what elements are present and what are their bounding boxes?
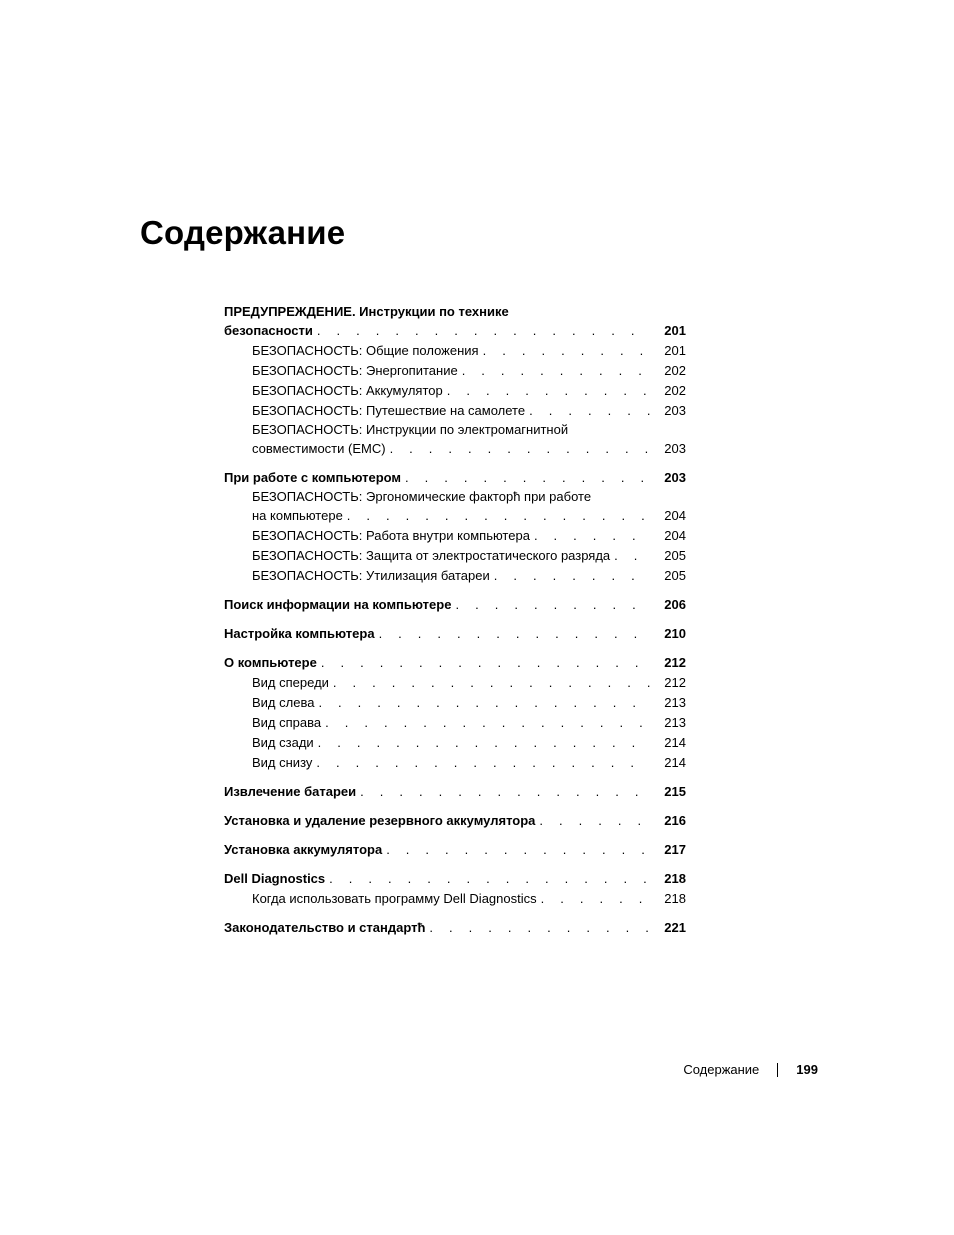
dot-leader [360, 782, 650, 802]
toc-entry[interactable] [224, 840, 686, 860]
dot-leader [390, 439, 650, 459]
dot-leader [347, 506, 650, 526]
dot-leader [318, 733, 650, 753]
toc-entry[interactable] [224, 341, 686, 361]
toc-entry[interactable] [224, 566, 686, 586]
toc-entry[interactable] [224, 653, 686, 673]
toc-entry-page-number: 203 [664, 441, 686, 456]
toc-entry-title: Поиск информации на компьютере [224, 597, 452, 612]
toc-entry-title: БЕЗОПАСНОСТЬ: Энергопитание [252, 363, 458, 378]
toc-entry[interactable] [224, 782, 686, 802]
toc-entry-page-number: 203 [664, 470, 686, 485]
toc-entry-page-number: 213 [664, 695, 686, 710]
toc-entry-page-number: 214 [664, 735, 686, 750]
toc-entry[interactable] [224, 546, 686, 566]
toc-entry-title: Dell Diagnostics [224, 871, 326, 886]
dot-leader [333, 673, 650, 693]
toc-entry[interactable] [224, 733, 686, 753]
toc-entry-title: БЕЗОПАСНОСТЬ: Аккумулятор [252, 383, 443, 398]
toc-entry-title: Вид снизу [252, 755, 313, 770]
dot-leader [462, 361, 650, 381]
toc-entry[interactable] [224, 693, 686, 713]
footer-page-number: 199 [796, 1062, 818, 1077]
toc-entry-page-number: 214 [664, 755, 686, 770]
toc-entry-page-number: 217 [664, 842, 686, 857]
toc-entry-title: Вид слева [252, 695, 315, 710]
toc-entry-page-number: 201 [664, 343, 686, 358]
toc-entry-title: БЕЗОПАСНОСТЬ: Работа внутри компьютера [252, 528, 530, 543]
toc-entry-title: совместимости (EMC) [252, 441, 386, 456]
toc-entry-title-line: БЕЗОПАСНОСТЬ: Эргономические факторћ при работе [252, 489, 592, 504]
toc-entry-page-number: 212 [664, 675, 686, 690]
toc-entry-title: БЕЗОПАСНОСТЬ: Защита от электростатического разряда [252, 548, 611, 563]
toc-entry-title: БЕЗОПАСНОСТЬ: Утилизация батареи [252, 568, 490, 583]
toc-entry[interactable] [224, 421, 686, 459]
toc-entry[interactable] [224, 673, 686, 693]
toc-entry-title: Установка и удаление резервного аккумулятора [224, 813, 536, 828]
dot-leader [483, 341, 650, 361]
toc-entry-page-number: 202 [664, 363, 686, 378]
toc-entry-title: безопасности [224, 323, 313, 338]
footer-divider [777, 1063, 778, 1077]
toc-entry[interactable] [224, 595, 686, 615]
dot-leader [455, 595, 650, 615]
toc-entry-title: БЕЗОПАСНОСТЬ: Путешествие на самолете [252, 403, 526, 418]
toc-entry-page-number: 218 [664, 891, 686, 906]
toc-entry-title: Установка аккумулятора [224, 842, 383, 857]
toc-entry-title: Вид справа [252, 715, 322, 730]
toc-entry-title: Вид спереди [252, 675, 329, 690]
toc-entry-page-number: 204 [664, 508, 686, 523]
toc-entry[interactable] [224, 381, 686, 401]
toc-entry-page-number: 218 [664, 871, 686, 886]
toc-entry[interactable] [224, 869, 686, 889]
dot-leader [321, 653, 650, 673]
toc-entry-title: При работе с компьютером [224, 470, 402, 485]
toc-entry-page-number: 205 [664, 568, 686, 583]
dot-leader [325, 713, 650, 733]
dot-leader [529, 401, 650, 421]
table-of-contents [224, 303, 686, 938]
toc-entry[interactable] [224, 889, 686, 909]
toc-entry[interactable] [224, 401, 686, 421]
toc-entry-title: Законодательство и стандартћ [224, 920, 426, 935]
dot-leader [386, 840, 650, 860]
toc-entry-page-number: 203 [664, 403, 686, 418]
toc-entry-page-number: 201 [664, 323, 686, 338]
toc-entry-page-number: 204 [664, 528, 686, 543]
toc-entry-page-number: 215 [664, 784, 686, 799]
toc-entry[interactable] [224, 811, 686, 831]
toc-entry-page-number: 206 [664, 597, 686, 612]
dot-leader [614, 546, 650, 566]
toc-entry[interactable] [224, 488, 686, 526]
dot-leader [379, 624, 650, 644]
dot-leader [429, 918, 650, 938]
toc-entry-title: БЕЗОПАСНОСТЬ: Общие положения [252, 343, 479, 358]
toc-entry[interactable] [224, 526, 686, 546]
dot-leader [317, 321, 650, 341]
toc-entry-title: О компьютере [224, 655, 317, 670]
dot-leader [329, 869, 650, 889]
dot-leader [405, 468, 650, 488]
page-title: Содержание [140, 214, 346, 251]
page-footer [683, 1062, 818, 1077]
dot-leader [316, 753, 650, 773]
toc-entry-page-number: 221 [664, 920, 686, 935]
toc-entry[interactable] [224, 303, 686, 341]
toc-entry-page-number: 212 [664, 655, 686, 670]
toc-entry-page-number: 210 [664, 626, 686, 641]
toc-entry[interactable] [224, 918, 686, 938]
toc-entry-title-line: ПРЕДУПРЕЖДЕНИЕ. Инструкции по технике [224, 304, 509, 319]
toc-entry-title: на компьютере [252, 508, 343, 523]
toc-entry-page-number: 213 [664, 715, 686, 730]
toc-entry-title: Настройка компьютера [224, 626, 375, 641]
toc-entry[interactable] [224, 753, 686, 773]
dot-leader [318, 693, 650, 713]
dot-leader [447, 381, 650, 401]
footer-label: Содержание [683, 1062, 760, 1077]
toc-entry-page-number: 205 [664, 548, 686, 563]
toc-entry[interactable] [224, 624, 686, 644]
dot-leader [494, 566, 650, 586]
toc-entry-title-line: БЕЗОПАСНОСТЬ: Инструкции по электромагнитной [252, 422, 569, 437]
toc-entry-page-number: 202 [664, 383, 686, 398]
toc-entry[interactable] [224, 713, 686, 733]
toc-entry-title: Когда использовать программу Dell Diagnostics [252, 891, 537, 906]
toc-entry[interactable] [224, 468, 686, 488]
toc-entry-page-number: 216 [664, 813, 686, 828]
toc-entry[interactable] [224, 361, 686, 381]
toc-entry-title: Вид сзади [252, 735, 314, 750]
dot-leader [541, 889, 650, 909]
dot-leader [539, 811, 650, 831]
dot-leader [534, 526, 650, 546]
toc-entry-title: Извлечение батареи [224, 784, 357, 799]
